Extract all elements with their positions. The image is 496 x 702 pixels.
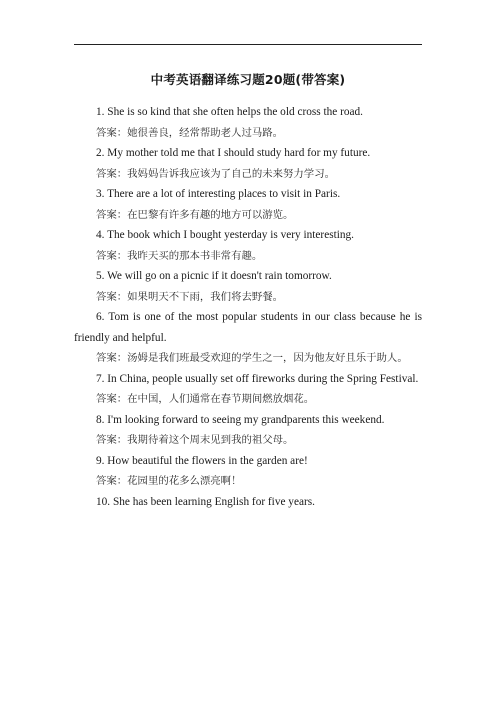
exercise-item [74, 184, 422, 225]
answer-text: 答案：汤姆是我们班最受欢迎的学生之一，因为他友好且乐于助人。 [96, 352, 408, 364]
answer-text: 答案：如果明天不下雨，我们将去野餐。 [96, 290, 284, 303]
header-rule [74, 44, 422, 45]
exercise-item [74, 307, 422, 369]
exercise-item [74, 143, 422, 184]
exercise-list [74, 102, 422, 512]
question-text: 4. The book which I bought yesterday is very interesting. [96, 229, 354, 241]
answer-text: 答案：在巴黎有许多有趣的地方可以游览。 [96, 208, 294, 221]
question-text: 1. She is so kind that she often helps the old cross the road. [96, 106, 364, 118]
question-text: 6. Tom is one of the most popular students in our class because he is friendly and helpful. [74, 311, 422, 344]
question-text: 5. We will go on a picnic if it doesn't rain tomorrow. [96, 270, 332, 282]
exercise-item [74, 225, 422, 266]
exercise-item [74, 369, 422, 410]
exercise-item [74, 451, 422, 492]
answer-text: 答案：我期待着这个周末见到我的祖父母。 [96, 434, 294, 446]
answer-text: 答案：花园里的花多么漂亮啊！ [96, 475, 242, 487]
question-text: 2. My mother told me that I should study hard for my future. [96, 147, 371, 159]
answer-text: 答案：她很善良，经常帮助老人过马路。 [96, 126, 284, 139]
question-text: 10. She has been learning English for five years. [96, 495, 315, 508]
answer-text: 答案：我昨天买的那本书非常有趣。 [96, 249, 263, 262]
exercise-item [74, 102, 422, 143]
question-text: 3. There are a lot of interesting places to visit in Paris. [96, 188, 341, 200]
question-text: 7. In China, people usually set off fireworks during the Spring Festival. [96, 372, 419, 385]
exercise-item [74, 492, 422, 513]
question-text: 9. How beautiful the flowers in the garden are! [96, 454, 308, 467]
question-text: 8. I'm looking forward to seeing my grandparents this weekend. [96, 413, 385, 426]
exercise-item [74, 266, 422, 307]
document-title: 中考英语翻译练习题20题(带答案) [150, 72, 346, 87]
answer-text: 答案：在中国，人们通常在春节期间燃放烟花。 [96, 393, 315, 405]
answer-text: 答案：我妈妈告诉我应该为了自己的未来努力学习。 [96, 167, 335, 180]
exercise-item [74, 410, 422, 451]
